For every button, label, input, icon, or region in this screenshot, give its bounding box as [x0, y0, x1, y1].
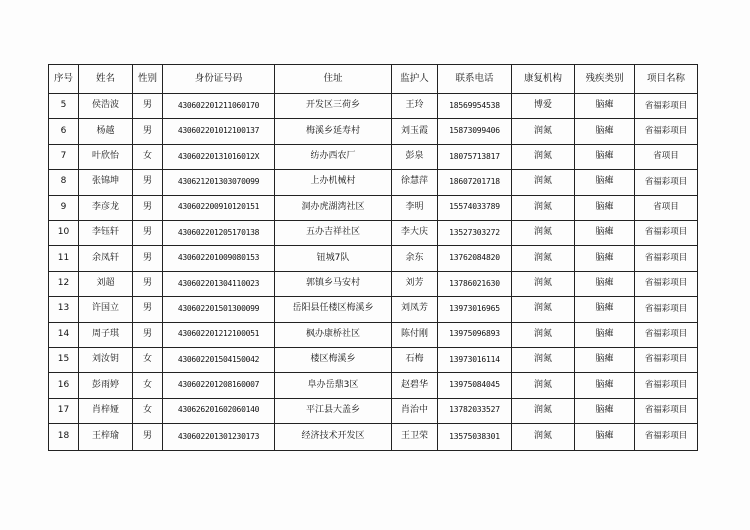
cell-org: 润氮: [512, 144, 575, 169]
cell-phone: 18075713817: [438, 144, 512, 169]
cell-name: 杨越: [79, 119, 133, 144]
cell-gender: 女: [133, 373, 163, 398]
cell-no: 18: [49, 424, 79, 451]
cell-org: 润氮: [512, 220, 575, 245]
table-row: [49, 246, 698, 271]
cell-category: 脑瘫: [575, 246, 635, 271]
cell-id-number: 430602201211060170: [163, 94, 275, 119]
cell-no: 16: [49, 373, 79, 398]
table-row: [49, 220, 698, 245]
header-guardian: 监护人: [392, 65, 438, 94]
cell-name: 叶欣怡: [79, 144, 133, 169]
cell-address: 洞办虎湖湾社区: [275, 195, 392, 220]
cell-category: 脑瘫: [575, 373, 635, 398]
table-row: [49, 195, 698, 220]
cell-id-number: 430626201602060140: [163, 398, 275, 423]
cell-gender: 男: [133, 322, 163, 347]
cell-guardian: 肖治中: [392, 398, 438, 423]
cell-project: 省福彩项目: [635, 94, 698, 119]
cell-gender: 男: [133, 170, 163, 195]
cell-no: 17: [49, 398, 79, 423]
cell-gender: 女: [133, 347, 163, 372]
cell-name: 彭雨婷: [79, 373, 133, 398]
cell-phone: 13973016114: [438, 347, 512, 372]
cell-no: 7: [49, 144, 79, 169]
cell-gender: 男: [133, 246, 163, 271]
cell-address: 五办吉祥社区: [275, 220, 392, 245]
cell-name: 王梓瑜: [79, 424, 133, 451]
cell-category: 脑瘫: [575, 322, 635, 347]
header-no: 序号: [49, 65, 79, 94]
cell-phone: 13575038301: [438, 424, 512, 451]
cell-project: 省福彩项目: [635, 373, 698, 398]
cell-no: 14: [49, 322, 79, 347]
cell-category: 脑瘫: [575, 297, 635, 322]
cell-name: 余凤轩: [79, 246, 133, 271]
cell-phone: 13527303272: [438, 220, 512, 245]
cell-name: 张锦坤: [79, 170, 133, 195]
cell-id-number: 430602201212100051: [163, 322, 275, 347]
cell-address: 郭镇乡马安村: [275, 271, 392, 296]
cell-phone: 13786021630: [438, 271, 512, 296]
cell-org: 润氮: [512, 373, 575, 398]
cell-guardian: 李明: [392, 195, 438, 220]
cell-phone: 18607201718: [438, 170, 512, 195]
cell-address: 纺办西农厂: [275, 144, 392, 169]
cell-address: 经济技术开发区: [275, 424, 392, 451]
cell-id-number: 430602201304110023: [163, 271, 275, 296]
cell-phone: 15574033789: [438, 195, 512, 220]
table-row: [49, 424, 698, 451]
header-category: 残疾类别: [575, 65, 635, 94]
cell-project: 省福彩项目: [635, 398, 698, 423]
cell-id-number: 430602201301230173: [163, 424, 275, 451]
cell-name: 肖梓娅: [79, 398, 133, 423]
cell-phone: 18569954538: [438, 94, 512, 119]
table-row: [49, 170, 698, 195]
cell-address: 上办机械村: [275, 170, 392, 195]
cell-gender: 男: [133, 220, 163, 245]
cell-org: 博爱: [512, 94, 575, 119]
cell-guardian: 彭泉: [392, 144, 438, 169]
cell-id-number: 430602201501300099: [163, 297, 275, 322]
cell-gender: 女: [133, 398, 163, 423]
cell-gender: 女: [133, 144, 163, 169]
table-row: [49, 398, 698, 423]
header-org: 康复机构: [512, 65, 575, 94]
cell-project: 省福彩项目: [635, 119, 698, 144]
cell-org: 润氮: [512, 398, 575, 423]
cell-phone: 13762084820: [438, 246, 512, 271]
cell-address: 平江县大盖乡: [275, 398, 392, 423]
table-row: [49, 119, 698, 144]
cell-category: 脑瘫: [575, 347, 635, 372]
cell-gender: 男: [133, 297, 163, 322]
cell-name: 刘汝钥: [79, 347, 133, 372]
cell-project: 省项目: [635, 144, 698, 169]
cell-phone: 13975096893: [438, 322, 512, 347]
cell-category: 脑瘫: [575, 119, 635, 144]
cell-no: 12: [49, 271, 79, 296]
header-row: [49, 65, 698, 94]
cell-org: 润氮: [512, 170, 575, 195]
cell-no: 9: [49, 195, 79, 220]
table-row: [49, 322, 698, 347]
cell-project: 省福彩项目: [635, 170, 698, 195]
cell-address: 梅溪乡延寿村: [275, 119, 392, 144]
table-row: [49, 373, 698, 398]
cell-id-number: 430602201208160007: [163, 373, 275, 398]
cell-phone: 13782033527: [438, 398, 512, 423]
cell-no: 6: [49, 119, 79, 144]
cell-project: 省福彩项目: [635, 220, 698, 245]
cell-guardian: 王卫荣: [392, 424, 438, 451]
cell-org: 润氮: [512, 297, 575, 322]
cell-project: 省福彩项目: [635, 297, 698, 322]
cell-category: 脑瘫: [575, 424, 635, 451]
cell-name: 侯浩波: [79, 94, 133, 119]
cell-category: 脑瘫: [575, 220, 635, 245]
cell-address: 楼区梅溪乡: [275, 347, 392, 372]
cell-phone: 13973016965: [438, 297, 512, 322]
cell-address: 枫办康桥社区: [275, 322, 392, 347]
cell-category: 脑瘫: [575, 144, 635, 169]
cell-no: 5: [49, 94, 79, 119]
header-name: 姓名: [79, 65, 133, 94]
cell-category: 脑瘫: [575, 94, 635, 119]
cell-name: 李钰轩: [79, 220, 133, 245]
cell-guardian: 李大庆: [392, 220, 438, 245]
cell-project: 省福彩项目: [635, 322, 698, 347]
cell-org: 润氮: [512, 119, 575, 144]
cell-id-number: 430602201205170138: [163, 220, 275, 245]
cell-guardian: 余东: [392, 246, 438, 271]
header-project: 项目名称: [635, 65, 698, 94]
cell-org: 润氮: [512, 271, 575, 296]
cell-guardian: 石梅: [392, 347, 438, 372]
cell-phone: 13975084045: [438, 373, 512, 398]
cell-project: 省福彩项目: [635, 246, 698, 271]
cell-phone: 15873099406: [438, 119, 512, 144]
table-row: [49, 94, 698, 119]
cell-gender: 男: [133, 94, 163, 119]
roster-table: [48, 64, 698, 451]
cell-category: 脑瘫: [575, 398, 635, 423]
cell-project: 省福彩项目: [635, 347, 698, 372]
cell-org: 润氮: [512, 424, 575, 451]
cell-id-number: 430602201009080153: [163, 246, 275, 271]
cell-id-number: 430602200910120151: [163, 195, 275, 220]
cell-address: 开发区三荷乡: [275, 94, 392, 119]
cell-category: 脑瘫: [575, 170, 635, 195]
cell-id-number: 430602201504150042: [163, 347, 275, 372]
cell-guardian: 赵碧华: [392, 373, 438, 398]
header-phone: 联系电话: [438, 65, 512, 94]
cell-gender: 男: [133, 424, 163, 451]
cell-org: 润氮: [512, 195, 575, 220]
cell-gender: 男: [133, 195, 163, 220]
cell-guardian: 刘芳: [392, 271, 438, 296]
table-row: [49, 297, 698, 322]
cell-project: 省项目: [635, 195, 698, 220]
cell-name: 周子琪: [79, 322, 133, 347]
cell-address: 岳阳县任楼区梅溪乡: [275, 297, 392, 322]
cell-address: 阜办岳鼎3区: [275, 373, 392, 398]
cell-id-number: 430621201303070099: [163, 170, 275, 195]
header-gender: 性别: [133, 65, 163, 94]
cell-id-number: 43060220131016012X: [163, 144, 275, 169]
cell-name: 许国立: [79, 297, 133, 322]
cell-no: 11: [49, 246, 79, 271]
cell-name: 李彦龙: [79, 195, 133, 220]
cell-id-number: 430602201012100137: [163, 119, 275, 144]
cell-gender: 男: [133, 271, 163, 296]
table-row: [49, 271, 698, 296]
cell-org: 润氮: [512, 246, 575, 271]
cell-address: 钮城7队: [275, 246, 392, 271]
cell-gender: 男: [133, 119, 163, 144]
cell-no: 8: [49, 170, 79, 195]
table-row: [49, 347, 698, 372]
cell-category: 脑瘫: [575, 271, 635, 296]
cell-project: 省福彩项目: [635, 271, 698, 296]
cell-no: 15: [49, 347, 79, 372]
cell-org: 润氮: [512, 347, 575, 372]
table-row: [49, 144, 698, 169]
cell-no: 10: [49, 220, 79, 245]
cell-category: 脑瘫: [575, 195, 635, 220]
cell-guardian: 陈付刚: [392, 322, 438, 347]
roster-body: [49, 94, 698, 451]
cell-name: 刘超: [79, 271, 133, 296]
cell-guardian: 徐慧萍: [392, 170, 438, 195]
cell-no: 13: [49, 297, 79, 322]
cell-guardian: 王玲: [392, 94, 438, 119]
cell-project: 省福彩项目: [635, 424, 698, 451]
cell-guardian: 刘玉霞: [392, 119, 438, 144]
header-address: 住址: [275, 65, 392, 94]
cell-org: 润氮: [512, 322, 575, 347]
header-id: 身份证号码: [163, 65, 275, 94]
cell-guardian: 刘凤芳: [392, 297, 438, 322]
